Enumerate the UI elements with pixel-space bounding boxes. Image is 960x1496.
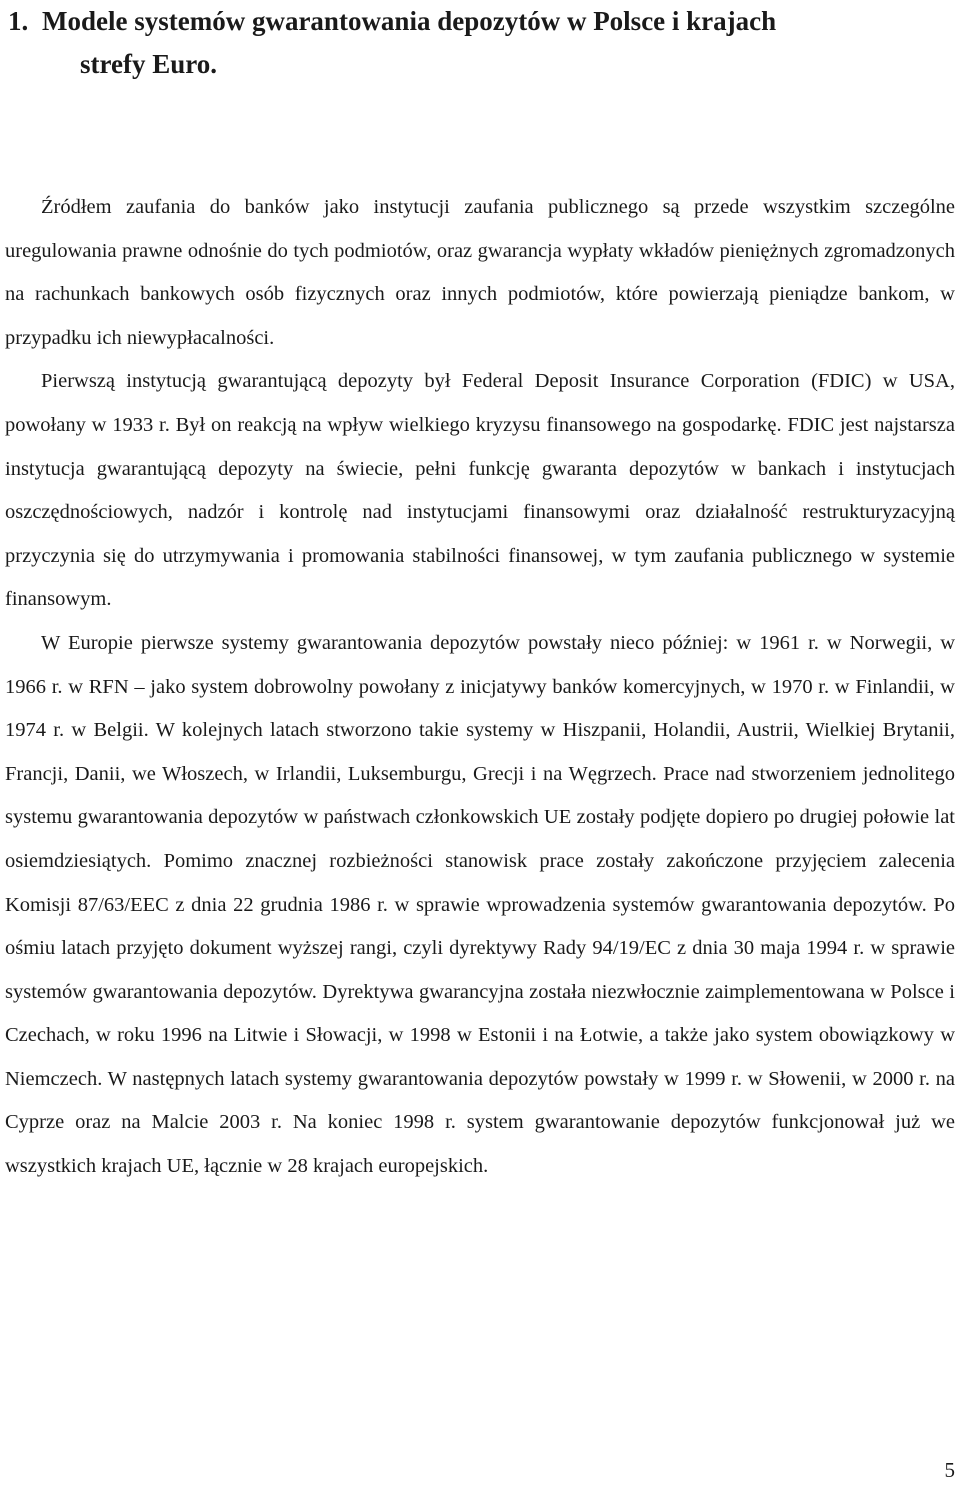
document-body bbox=[5, 186, 955, 1189]
paragraph-fdic: Pierwszą instytucją gwarantującą depozyty był Federal Deposit Insurance Corporation (FDIC) w USA, powołany w 1933 r. Był on reakcją na wpływ wielkiego kryzysu finansowego na gospodarkę. FDIC jest najstarsza instytucja gwarantującą depozyty na świecie, pełni funkcję gwaranta depozytów w bankach i instytucjach oszczędnościowych, nadzór i kontrolę nad instytucjami finansowymi oraz działalność restrukturyzacyjną przyczynia się do utrzymywania i promowania stabilności finansowej, w tym zaufania publicznego w systemie finansowym. bbox=[5, 370, 955, 611]
page-number: 5 bbox=[944, 1458, 955, 1482]
section-title-line1: Modele systemów gwarantowania depozytów w Polsce i krajach bbox=[42, 6, 777, 36]
section-number: 1. bbox=[8, 6, 29, 36]
section-title-line2: strefy Euro. bbox=[80, 49, 217, 79]
section-heading bbox=[8, 0, 948, 86]
paragraph-intro: Źródłem zaufania do banków jako instytucji zaufania publicznego są przede wszystkim szczególne uregulowania prawne odnośnie do tych podmiotów, oraz gwarancja wypłaty wkładów pieniężnych zgromadzonych na rachunkach bankowych osób fizycznych oraz innych podmiotów, które powierzają pieniądze bankom, w przypadku ich niewypłacalności. bbox=[5, 196, 955, 349]
paragraph-europe: W Europie pierwsze systemy gwarantowania depozytów powstały nieco później: w 1961 r. w Norwegii, w 1966 r. w RFN – jako system dobrowolny powołany z inicjatywy banków komercyjnych, w 1970 r. w Finlandii, w 1974 r. w Belgii. W kolejnych latach stworzono takie systemy w Hiszpanii, Holandii, Austrii, Wielkiej Brytanii, Francji, Danii, we Włoszech, w Irlandii, Luksemburgu, Grecji i na Węgrzech. Prace nad stworzeniem jednolitego systemu gwarantowania depozytów w państwach członkowskich UE zostały podjęte dopiero po drugiej połowie lat osiemdziesiątych. Pomimo znacznej rozbieżności stanowisk prace zostały zakończone przyjęciem zalecenia Komisji 87/63/EEC z dnia 22 grudnia 1986 r. w sprawie wprowadzenia systemów gwarantowania depozytów. Po ośmiu latach przyjęto dokument wyższej rangi, czyli dyrektywy Rady 94/19/EC z dnia 30 maja 1994 r. w sprawie systemów gwarantowania depozytów. Dyrektywa gwarancyjna została niezwłocznie zaimplementowana w Polsce i Czechach, w roku 1996 na Litwie i Słowacji, w 1998 w Estonii i na Łotwie, a także jako system obowiązkowy w Niemczech. W następnych latach systemy gwarantowania depozytów powstały w 1999 r. w Słowenii, w 2000 r. na Cyprze oraz na Malcie 2003 r. Na koniec 1998 r. system gwarantowanie depozytów funkcjonował już we wszystkich krajach UE, łącznie w 28 krajach europejskich. bbox=[5, 631, 955, 1178]
